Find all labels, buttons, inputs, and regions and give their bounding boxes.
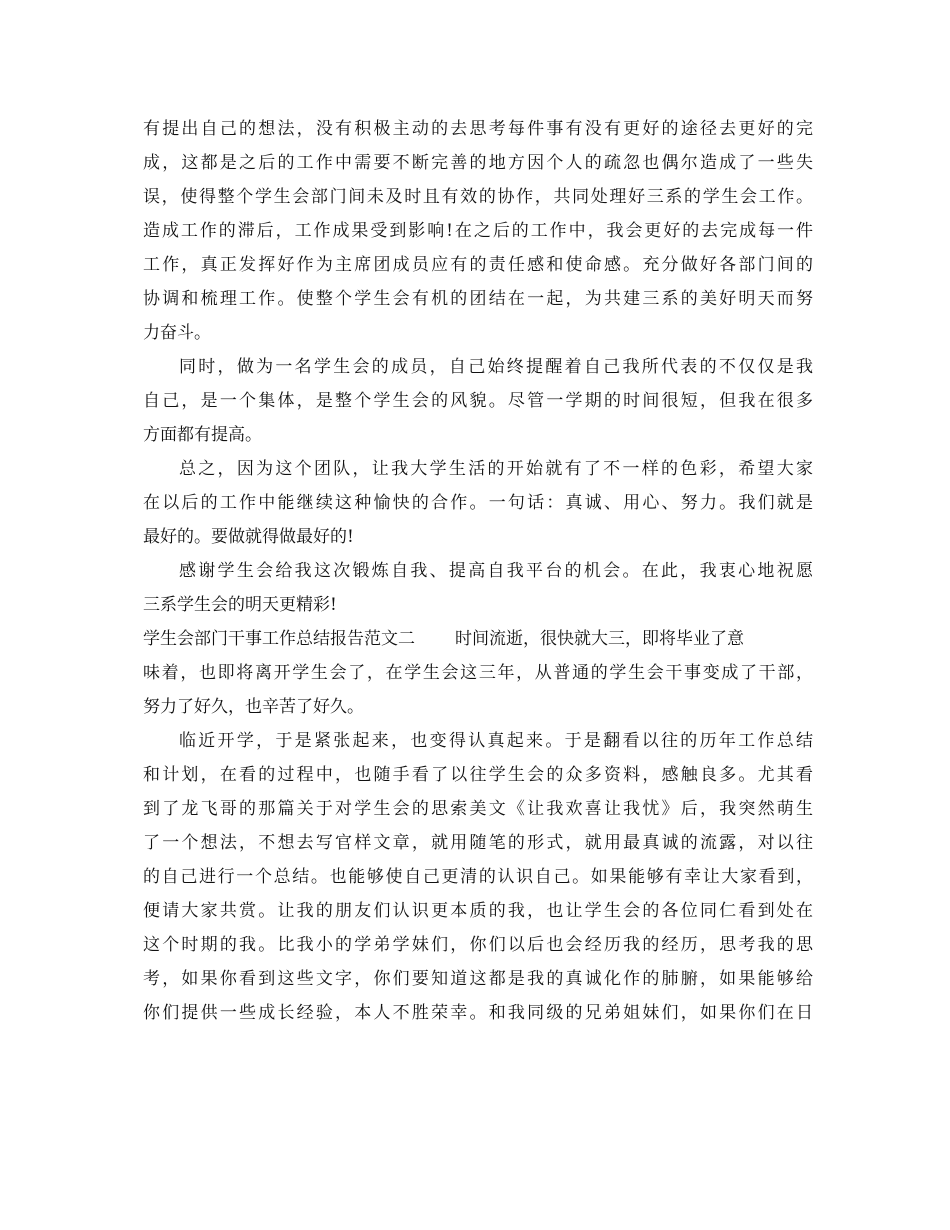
text-line: 在以后的工作中能继续这种愉快的合作。一句话：真诚、用心、努力。我们就是 <box>143 493 813 513</box>
text-line: 了一个想法，不想去写官样文章，就用随笔的形式，就用最真诚的流露，对以往 <box>143 833 813 853</box>
text-line: 这个时期的我。比我小的学弟学妹们，你们以后也会经历我的经历，思考我的思 <box>143 935 813 955</box>
text-line: 的自己进行一个总结。也能够使自己更清的认识自己。如果能够有幸让大家看到， <box>143 867 813 887</box>
text-line: 方面都有提高。 <box>143 425 262 445</box>
text-line: 协调和梳理工作。使整个学生会有机的团结在一起，为共建三系的美好明天而努 <box>143 289 813 309</box>
text-line: 味着，也即将离开学生会了，在学生会这三年，从普通的学生会干事变成了干部， <box>143 663 813 683</box>
text-line: 成，这都是之后的工作中需要不断完善的地方因个人的疏忽也偶尔造成了一些失 <box>143 153 813 173</box>
paragraph-first-line: 感谢学生会给我这次锻炼自我、提高自我平台的机会。在此，我衷心地祝愿 <box>179 561 813 581</box>
text-line: 力奋斗。 <box>143 323 211 343</box>
text-line: 考，如果你看到这些文字，你们要知道这都是我的真诚化作的肺腑，如果能够给 <box>143 969 813 989</box>
text-line: 最好的。要做就得做最好的! <box>143 527 354 547</box>
paragraph-first-line: 同时，做为一名学生会的成员，自己始终提醒着自己我所代表的不仅仅是我 <box>179 357 813 377</box>
text-line: 工作，真正发挥好作为主席团成员应有的责任感和使命感。充分做好各部门间的 <box>143 255 813 275</box>
text-line: 造成工作的滞后，工作成果受到影响!在之后的工作中，我会更好的去完成每一件 <box>143 221 813 241</box>
text-line: 自己，是一个集体，是整个学生会的风貌。尽管一学期的时间很短，但我在很多 <box>143 391 813 411</box>
text-line: 误，使得整个学生会部门间未及时且有效的协作，共同处理好三系的学生会工作。 <box>143 187 813 207</box>
section-heading: 学生会部门干事工作总结报告范文二 <box>143 629 415 649</box>
document-body <box>143 112 813 1030</box>
text-line: 三系学生会的明天更精彩! <box>143 595 337 615</box>
section-heading-line <box>143 622 813 656</box>
paragraph-first-line: 总之，因为这个团队，让我大学生活的开始就有了不一样的色彩，希望大家 <box>179 459 813 479</box>
text-line: 便请大家共赏。让我的朋友们认识更本质的我，也让学生会的各位同仁看到处在 <box>143 901 813 921</box>
text-line: 努力了好久，也辛苦了好久。 <box>143 697 364 717</box>
text-line: 到了龙飞哥的那篇关于对学生会的思索美文《让我欢喜让我忧》后，我突然萌生 <box>143 799 813 819</box>
text-line: 和计划，在看的过程中，也随手看了以往学生会的众多资料，感触良多。尤其看 <box>143 765 813 785</box>
paragraph-first-line: 临近开学，于是紧张起来，也变得认真起来。于是翻看以往的历年工作总结 <box>179 731 813 751</box>
text-line: 有提出自己的想法，没有积极主动的去思考每件事有没有更好的途径去更好的完 <box>143 119 813 139</box>
text-run: 时间流逝，很快就大三，即将毕业了意 <box>455 629 744 649</box>
text-line: 你们提供一些成长经验，本人不胜荣幸。和我同级的兄弟姐妹们，如果你们在日 <box>143 1003 813 1023</box>
